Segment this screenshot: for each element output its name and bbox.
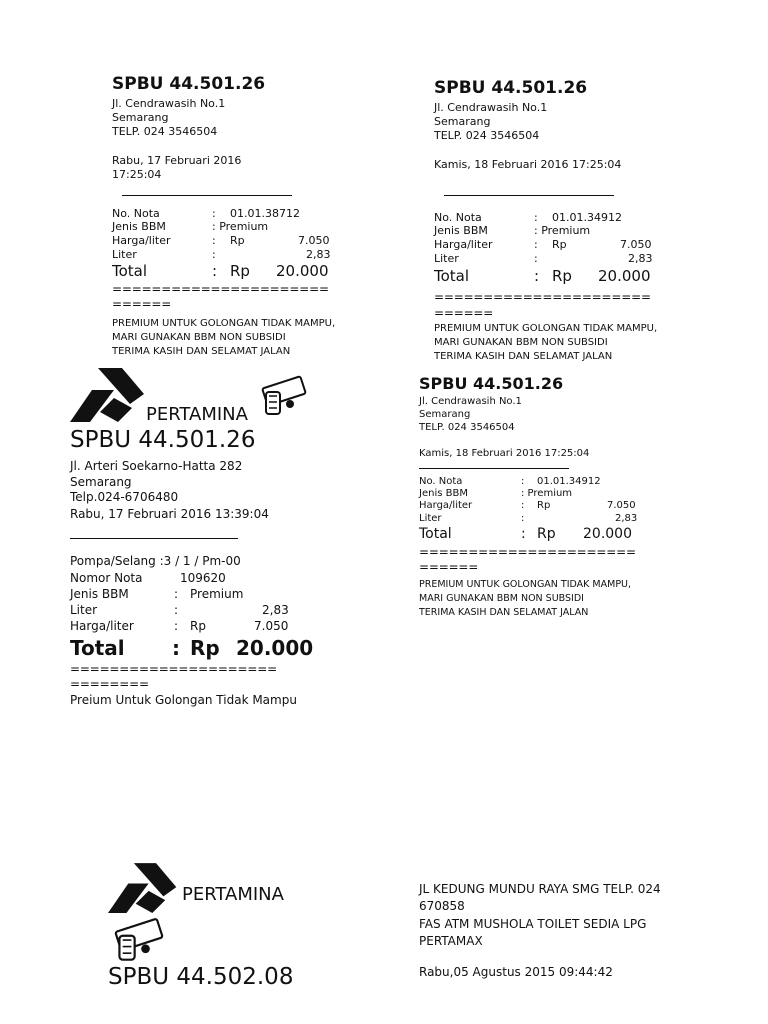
- station-title: SPBU 44.501.26: [419, 374, 564, 393]
- total-currency: Rp: [552, 267, 572, 285]
- harga-label: Harga/liter: [419, 500, 473, 511]
- total-colon: :: [212, 262, 218, 280]
- bbm-value: Premium: [190, 587, 244, 601]
- liter-colon: :: [521, 513, 525, 524]
- message-line: TERIMA KASIH DAN SELAMAT JALAN: [419, 607, 589, 618]
- harga-value: 7.050: [298, 234, 330, 247]
- harga-currency: Rp: [537, 500, 551, 511]
- liter-label: Liter: [70, 603, 98, 617]
- receipt-d: [419, 374, 719, 624]
- harga-value: 7.050: [607, 500, 636, 511]
- total-label: Total: [419, 526, 452, 542]
- message-line: TERIMA KASIH DAN SELAMAT JALAN: [434, 351, 613, 362]
- nota-label: No. Nota: [419, 476, 463, 487]
- nota-colon: :: [212, 207, 216, 220]
- bbm-label: Jenis BBM: [70, 587, 129, 601]
- harga-value: 7.050: [620, 238, 652, 251]
- address: Jl. Arteri Soekarno-Hatta 282: [70, 459, 243, 473]
- bbm-label: Jenis BBM: [419, 488, 468, 499]
- date: Rabu, 17 Februari 2016: [112, 154, 242, 167]
- divider: [122, 195, 292, 196]
- harga-currency: Rp: [190, 619, 206, 633]
- nota-label: No. Nota: [434, 211, 482, 224]
- message-line: MARI GUNAKAN BBM NON SUBSIDI: [434, 337, 608, 348]
- total-currency: Rp: [537, 526, 556, 542]
- address: Jl. Cendrawasih No.1: [419, 396, 522, 407]
- total-label: Total: [434, 267, 470, 285]
- liter-colon: :: [212, 248, 216, 261]
- time: 17:25:04: [112, 168, 162, 181]
- separator-line: ========: [70, 677, 149, 691]
- liter-colon: :: [534, 252, 538, 265]
- station-title: SPBU 44.501.26: [70, 427, 256, 453]
- total-currency: Rp: [190, 636, 220, 660]
- datetime: Rabu, 17 Februari 2016 13:39:04: [70, 507, 269, 521]
- pompa-line: Pompa/Selang :3 / 1 / Pm-00: [70, 554, 241, 568]
- harga-value: 7.050: [254, 619, 289, 633]
- receipt-e: [108, 862, 728, 1012]
- station-title: SPBU 44.501.26: [112, 74, 266, 94]
- datetime: Rabu,05 Agustus 2015 09:44:42: [419, 965, 613, 979]
- bbm-value: : Premium: [534, 224, 591, 237]
- liter-value: 2,83: [262, 603, 289, 617]
- harga-colon: :: [521, 500, 525, 511]
- separator-line: ======: [112, 297, 172, 311]
- city: Semarang: [434, 115, 491, 128]
- station-title: SPBU 44.502.08: [108, 964, 294, 990]
- nota-value: 109620: [180, 571, 226, 585]
- station-title: SPBU 44.501.26: [434, 78, 588, 98]
- total-value: 20.000: [276, 262, 329, 280]
- phone: Telp.024-6706480: [70, 490, 179, 504]
- phone: TELP. 024 3546504: [112, 125, 218, 138]
- liter-colon: :: [174, 603, 179, 617]
- harga-label: Harga/liter: [112, 234, 171, 247]
- nota-value: 01.01.34912: [537, 476, 601, 487]
- nota-label: Nomor Nota: [70, 571, 143, 585]
- city: Semarang: [112, 111, 169, 124]
- separator-line: ======: [434, 306, 494, 320]
- address-line: JL KEDUNG MUNDU RAYA SMG TELP. 024: [419, 882, 661, 896]
- nota-colon: :: [534, 211, 538, 224]
- message-line: MARI GUNAKAN BBM NON SUBSIDI: [112, 332, 286, 343]
- total-label: Total: [112, 262, 148, 280]
- bbm-value: : Premium: [212, 220, 269, 233]
- address: Jl. Cendrawasih No.1: [112, 97, 226, 110]
- message-line: PREMIUM UNTUK GOLONGAN TIDAK MAMPU,: [112, 318, 336, 329]
- total-colon: :: [172, 636, 180, 660]
- harga-currency: Rp: [552, 238, 567, 251]
- message-line: TERIMA KASIH DAN SELAMAT JALAN: [112, 346, 291, 357]
- divider: [419, 468, 569, 469]
- harga-colon: :: [534, 238, 538, 251]
- nota-label: No. Nota: [112, 207, 160, 220]
- harga-label: Harga/liter: [434, 238, 493, 251]
- receipt-b: [434, 78, 734, 368]
- total-value: 20.000: [583, 526, 632, 542]
- nota-value: 01.01.38712: [230, 207, 300, 220]
- nota-colon: :: [521, 476, 525, 487]
- brand-name: PERTAMINA: [182, 884, 284, 905]
- pertamina-logo-icon: [108, 862, 180, 916]
- phone-line: 670858: [419, 899, 465, 913]
- message-line: PREMIUM UNTUK GOLONGAN TIDAK MAMPU,: [434, 323, 658, 334]
- liter-value: 2,83: [628, 252, 653, 265]
- datetime: Kamis, 18 Februari 2016 17:25:04: [434, 158, 622, 171]
- liter-value: 2,83: [615, 513, 638, 524]
- separator-line: ======================: [419, 545, 636, 559]
- brand-name: PERTAMINA: [146, 404, 248, 425]
- bbm-value: : Premium: [521, 488, 573, 499]
- city: Semarang: [70, 475, 132, 489]
- total-currency: Rp: [230, 262, 250, 280]
- message-line: Preium Untuk Golongan Tidak Mampu: [70, 693, 297, 707]
- total-colon: :: [521, 526, 526, 542]
- receipt-c: [70, 368, 370, 718]
- harga-colon: :: [212, 234, 216, 247]
- message-line: PREMIUM UNTUK GOLONGAN TIDAK MAMPU,: [419, 579, 632, 590]
- bbm-label: Jenis BBM: [434, 224, 488, 237]
- facilities-line: PERTAMAX: [419, 934, 483, 948]
- liter-label: Liter: [419, 513, 442, 524]
- divider: [444, 195, 614, 196]
- facilities-line: FAS ATM MUSHOLA TOILET SEDIA LPG: [419, 917, 647, 931]
- datetime: Kamis, 18 Februari 2016 17:25:04: [419, 448, 590, 459]
- separator-line: ======================: [434, 290, 651, 304]
- total-label: Total: [70, 636, 125, 660]
- separator-line: =====================: [70, 662, 277, 676]
- city: Semarang: [419, 409, 471, 420]
- pasti-pas-badge-icon: [110, 914, 168, 964]
- bbm-colon: :: [174, 587, 179, 601]
- pasti-pas-badge-icon: [260, 372, 308, 418]
- separator-line: ======================: [112, 282, 329, 296]
- pertamina-logo-icon: [70, 368, 148, 424]
- phone: TELP. 024 3546504: [434, 129, 540, 142]
- receipt-a: [112, 74, 402, 364]
- harga-colon: :: [174, 619, 179, 633]
- total-value: 20.000: [598, 267, 651, 285]
- separator-line: ======: [419, 560, 479, 574]
- total-value: 20.000: [236, 636, 314, 660]
- harga-label: Harga/liter: [70, 619, 134, 633]
- phone: TELP. 024 3546504: [419, 422, 515, 433]
- total-colon: :: [534, 267, 540, 285]
- liter-value: 2,83: [306, 248, 331, 261]
- nota-value: 01.01.34912: [552, 211, 622, 224]
- message-line: MARI GUNAKAN BBM NON SUBSIDI: [419, 593, 584, 604]
- liter-label: Liter: [434, 252, 459, 265]
- harga-currency: Rp: [230, 234, 245, 247]
- liter-label: Liter: [112, 248, 137, 261]
- divider: [70, 538, 238, 539]
- address: Jl. Cendrawasih No.1: [434, 101, 548, 114]
- bbm-label: Jenis BBM: [112, 220, 166, 233]
